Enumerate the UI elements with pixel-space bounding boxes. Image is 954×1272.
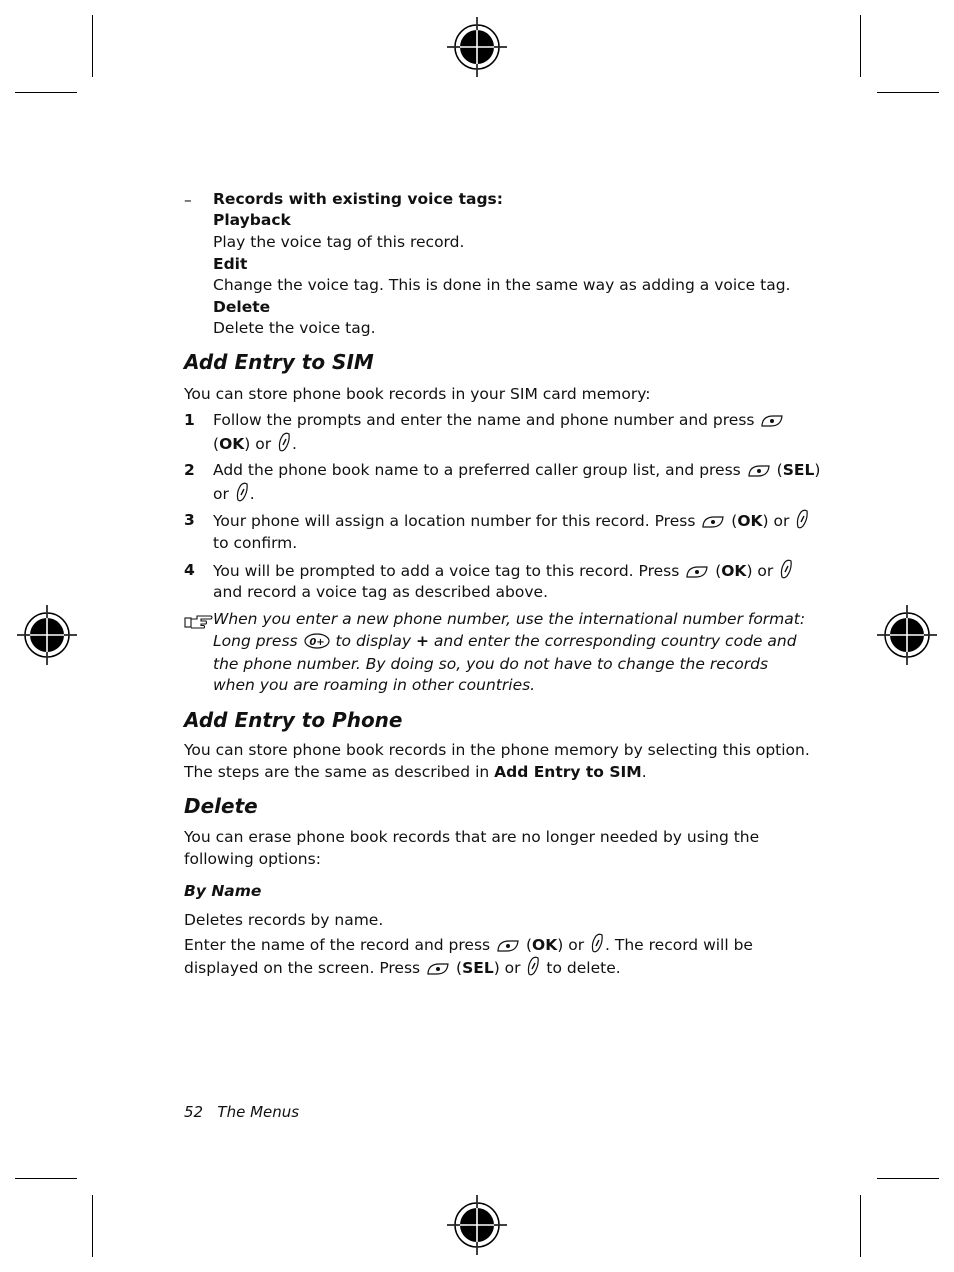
playback-label: Playback (213, 211, 291, 229)
softkey-icon (747, 464, 771, 478)
crop-mark-bottom-left-horizontal (15, 1178, 77, 1179)
page-number: 52 (184, 1103, 204, 1121)
delete-line-2: following options: (184, 850, 321, 868)
crop-mark-top-left-vertical (92, 15, 93, 77)
zero-plus-key-icon (304, 633, 330, 649)
cross-reference: Add Entry to SIM (494, 763, 642, 781)
sel-key-label: SEL (462, 959, 494, 977)
step-number: 3 (184, 511, 195, 529)
softkey-icon (426, 962, 450, 976)
note-line-2: Long press to display + and enter the corresponding country code and (213, 632, 797, 650)
edit-label: Edit (213, 255, 248, 273)
plus-sign: + (415, 632, 429, 650)
ok-key-label: OK (532, 936, 558, 954)
add-phone-line-1: You can store phone book records in the phone memory by selecting this option. (184, 741, 810, 759)
ok-key-label: OK (219, 435, 245, 453)
add-sim-intro: You can store phone book records in your SIM card memory: (184, 385, 651, 403)
softkey-icon (701, 515, 725, 529)
note-line-4: when you are roaming in other countries. (213, 676, 536, 694)
note-line-3: the phone number. By doing so, you do not have to change the records (213, 655, 769, 673)
pointing-hand-icon (184, 613, 214, 629)
step-number: 4 (184, 561, 195, 579)
note-line-1: When you enter a new phone number, use the international number format: (213, 610, 806, 628)
step-1-text: Follow the prompts and enter the name and phone number and press (213, 411, 755, 429)
step-4-line-2: and record a voice tag as described above. (213, 583, 548, 601)
ok-key-label: OK (737, 512, 763, 530)
crop-mark-bottom-left-vertical (92, 1195, 93, 1257)
delete-line-1: You can erase phone book records that are no longer needed by using the (184, 828, 760, 846)
step-2-line-2: or . (213, 482, 255, 505)
step-number: 2 (184, 461, 195, 479)
delete-label: Delete (213, 298, 271, 316)
edit-description: Change the voice tag. This is done in the same way as adding a voice tag. (213, 276, 791, 294)
delete-heading: Delete (184, 794, 258, 818)
add-phone-line-2: The steps are the same as described in Add Entry to SIM. (184, 763, 647, 781)
registration-mark-top (447, 17, 507, 77)
ok-key-label: OK (721, 562, 747, 580)
section-name: The Menus (217, 1103, 300, 1121)
delete-description: Delete the voice tag. (213, 319, 376, 337)
step-3-line-1: Your phone will assign a location number for this record. Press (OK) or (213, 509, 810, 532)
page-footer (184, 1103, 299, 1121)
registration-mark-right (877, 605, 937, 665)
softkey-icon (685, 565, 709, 579)
softkey-icon (760, 414, 784, 428)
crop-mark-bottom-right-horizontal (877, 1178, 939, 1179)
phone-key-icon (277, 432, 291, 452)
crop-mark-top-right-horizontal (877, 92, 939, 93)
crop-mark-bottom-right-vertical (860, 1195, 861, 1257)
sel-key-label: SEL (782, 461, 815, 479)
add-entry-to-sim-heading: Add Entry to SIM (184, 350, 374, 374)
by-name-subheading: By Name (184, 882, 262, 900)
by-name-line-2: Enter the name of the record and press (OK) or . The record will be (184, 933, 753, 956)
registration-mark-left (17, 605, 77, 665)
by-name-line-3: displayed on the screen. Press (SEL) or to delete. (184, 956, 621, 979)
step-1-line-1 (213, 409, 785, 431)
step-2-line-1: Add the phone book name to a preferred caller group list, and press (SEL) (213, 461, 821, 479)
phone-key-icon (526, 956, 540, 976)
phone-key-icon (779, 559, 793, 579)
phone-key-icon (590, 933, 604, 953)
add-entry-to-phone-heading: Add Entry to Phone (184, 708, 403, 732)
phone-key-icon (795, 509, 809, 529)
phone-key-icon (235, 482, 249, 502)
by-name-line-1: Deletes records by name. (184, 911, 384, 929)
step-number: 1 (184, 411, 195, 429)
list-dash: – (184, 191, 192, 209)
registration-mark-bottom (447, 1195, 507, 1255)
crop-mark-top-right-vertical (860, 15, 861, 77)
softkey-icon (496, 939, 520, 953)
playback-description: Play the voice tag of this record. (213, 233, 465, 251)
step-1-line-2: (OK) or . (213, 432, 297, 455)
voice-tags-heading: Records with existing voice tags: (213, 190, 503, 208)
crop-mark-top-left-horizontal (15, 92, 77, 93)
step-4-line-1: You will be prompted to add a voice tag to this record. Press (OK) or (213, 559, 794, 582)
step-3-line-2: to confirm. (213, 534, 298, 552)
